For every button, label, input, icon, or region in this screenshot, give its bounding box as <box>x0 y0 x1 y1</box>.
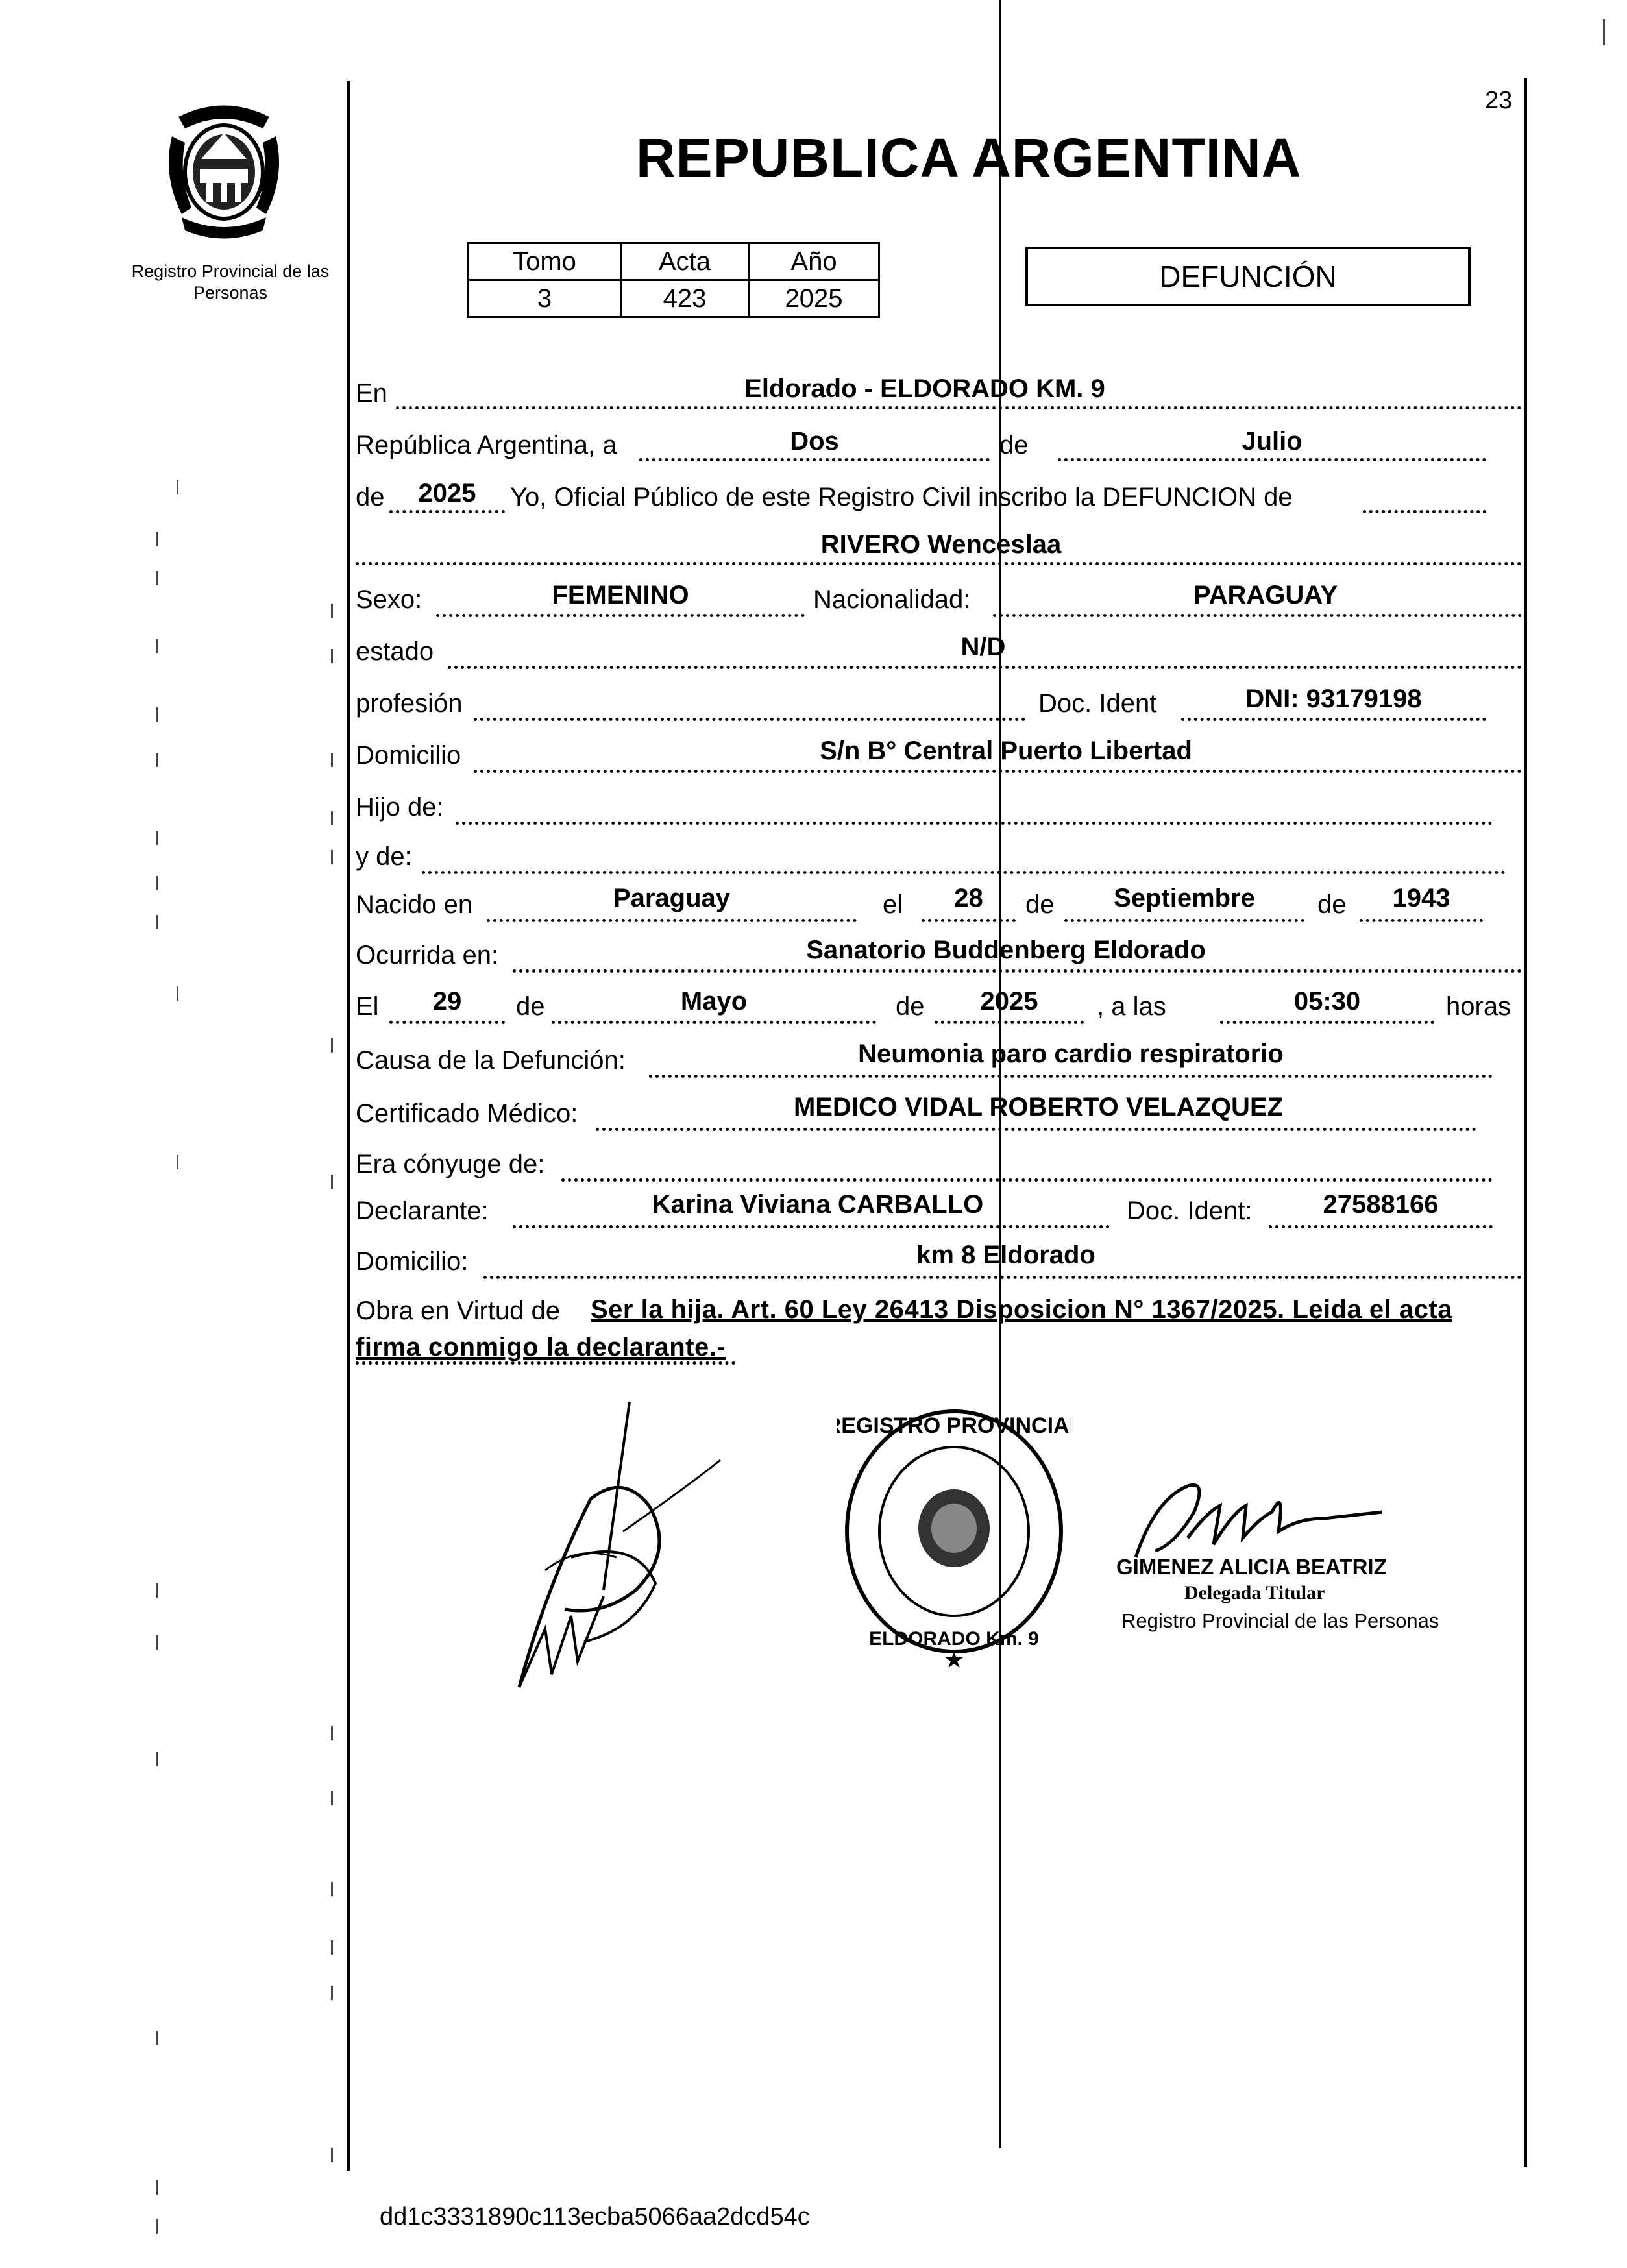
registry-table <box>467 242 880 318</box>
provincial-seal-logo <box>156 97 292 243</box>
conyuge-label: Era cónyuge de: <box>356 1150 545 1178</box>
decl-dom-value: km 8 Eldorado <box>916 1241 1095 1269</box>
estado-value: N/D <box>960 633 1006 661</box>
nacido-value: Paraguay <box>613 884 731 912</box>
acta-value: 423 <box>621 280 749 317</box>
horas-label: horas <box>1446 992 1511 1021</box>
certificado-line <box>596 1128 1476 1131</box>
anio-value: 2025 <box>749 280 879 317</box>
nacionalidad-line <box>993 614 1522 617</box>
certificado-value: MEDICO VIDAL ROBERTO VELAZQUEZ <box>793 1093 1284 1121</box>
obra-line-2 <box>356 1361 735 1365</box>
declarante-value: Karina Viviana CARBALLO <box>652 1190 984 1219</box>
nac-dia-value: 28 <box>954 884 983 912</box>
declarant-signature <box>506 1395 727 1720</box>
dia-line <box>639 458 990 461</box>
def-hora-value: 05:30 <box>1293 987 1361 1016</box>
dia-value: Dos <box>790 427 839 456</box>
de-label: de <box>999 431 1029 459</box>
estado-line <box>448 666 1522 669</box>
mes-line <box>1058 458 1486 461</box>
oficial-text: Yo, Oficial Público de este Registro Civil inscribo la DEFUNCION de <box>510 483 1293 511</box>
nacido-label: Nacido en <box>356 890 473 919</box>
nombre-line <box>356 562 1522 565</box>
profesion-line <box>474 718 1025 721</box>
yde-label: y de: <box>356 842 412 871</box>
obra-value-line2: firma conmigo la declarante.- <box>356 1333 726 1361</box>
en-line <box>396 406 1522 409</box>
anio-line <box>389 510 505 513</box>
nacionalidad-label: Nacionalidad: <box>813 585 971 614</box>
signatory-role: Delegada Titular <box>1184 1582 1325 1603</box>
def-de1-label: de <box>516 992 545 1021</box>
decl-doc-line <box>1269 1225 1493 1228</box>
left-margin-line <box>347 81 350 2171</box>
def-anio-line <box>935 1021 1084 1024</box>
domicilio-label: Domicilio <box>356 741 461 770</box>
doc-ident-label: Doc. Ident <box>1038 689 1157 718</box>
page-number: 23 <box>1485 87 1513 114</box>
de2-label: de <box>356 483 385 511</box>
el2-label: El <box>356 992 379 1021</box>
nacido-line <box>487 919 857 922</box>
declarante-line <box>513 1225 1110 1228</box>
agency-name: Registro Provincial de las Personas <box>131 262 330 302</box>
hijo-line <box>456 822 1493 825</box>
signatory-office: Registro Provincial de las Personas <box>1121 1609 1439 1632</box>
hijo-label: Hijo de: <box>356 793 444 822</box>
svg-text:ELDORADO Km. 9: ELDORADO Km. 9 <box>869 1628 1039 1650</box>
obra-label: Obra en Virtud de <box>356 1297 561 1325</box>
causa-line <box>649 1075 1493 1078</box>
official-stamp <box>837 1395 1071 1681</box>
en-value: Eldorado - ELDORADO KM. 9 <box>744 374 1105 403</box>
official-signature <box>1129 1473 1389 1564</box>
tomo-header: Tomo <box>469 243 621 280</box>
republica-label: República Argentina, a <box>356 431 617 459</box>
svg-text:REGISTRO PROVINCIAL: REGISTRO PROVINCIAL <box>837 1413 1071 1438</box>
nac-mes-value: Septiembre <box>1114 884 1255 912</box>
causa-value: Neumonia paro cardio respiratorio <box>858 1040 1284 1068</box>
nac-dia-line <box>922 919 1016 922</box>
page-title: REPUBLICA ARGENTINA <box>636 127 1302 188</box>
sexo-value: FEMENINO <box>552 581 689 609</box>
profesion-label: profesión <box>356 689 463 718</box>
declarante-label: Declarante: <box>356 1197 489 1225</box>
document-type-box: DEFUNCIÓN <box>1025 247 1471 306</box>
anio-header: Año <box>749 243 879 280</box>
ocurrida-label: Ocurrida en: <box>356 941 499 969</box>
nac-anio-value: 1943 <box>1392 884 1450 912</box>
doc-ident-value: DNI: 93179198 <box>1245 685 1422 713</box>
nac-anio-line <box>1360 919 1483 922</box>
decl-dom-line <box>483 1276 1522 1279</box>
domicilio-value: S/n B° Central Puerto Libertad <box>820 737 1192 765</box>
conyuge-line <box>561 1178 1493 1182</box>
causa-label: Causa de la Defunción: <box>356 1046 626 1075</box>
ocurrida-line <box>513 969 1522 973</box>
oficial-line <box>1363 510 1486 513</box>
center-fold-line <box>999 0 1001 2148</box>
alas-label: , a las <box>1097 992 1166 1021</box>
right-margin-line <box>1524 78 1527 2167</box>
decl-doc-value: 27588166 <box>1323 1190 1439 1219</box>
nacionalidad-value: PARAGUAY <box>1193 581 1338 609</box>
acta-header: Acta <box>621 243 749 280</box>
nac-de1-label: de <box>1025 890 1055 919</box>
el-label: el <box>883 890 903 919</box>
nac-mes-line <box>1064 919 1304 922</box>
def-hora-line <box>1220 1021 1434 1024</box>
sexo-label: Sexo: <box>356 585 422 614</box>
tomo-value: 3 <box>469 280 621 317</box>
anio-value: 2025 <box>418 479 476 507</box>
estado-label: estado <box>356 637 434 666</box>
decl-doc-label: Doc. Ident: <box>1127 1197 1253 1225</box>
deceased-name: RIVERO Wenceslaa <box>820 530 1062 559</box>
def-dia-value: 29 <box>432 987 462 1016</box>
def-anio-value: 2025 <box>980 987 1038 1016</box>
def-de2-label: de <box>896 992 925 1021</box>
certificado-label: Certificado Médico: <box>356 1099 578 1128</box>
yde-line <box>422 871 1506 874</box>
domicilio-line <box>474 770 1522 773</box>
en-label: En <box>356 379 387 408</box>
mes-value: Julio <box>1242 427 1303 456</box>
footer-hash: dd1c3331890c113ecba5066aa2dcd54c <box>380 2203 810 2230</box>
def-mes-value: Mayo <box>680 987 748 1016</box>
def-dia-line <box>389 1021 505 1024</box>
decl-dom-label: Domicilio: <box>356 1247 469 1276</box>
nac-de2-label: de <box>1317 890 1347 919</box>
ocurrida-value: Sanatorio Buddenberg Eldorado <box>806 936 1206 964</box>
doc-ident-line <box>1181 718 1486 721</box>
obra-value-line1: Ser la hija. Art. 60 Ley 26413 Disposicion N° 1367/2025. Leida el acta <box>591 1295 1452 1324</box>
signatory-name: GIMENEZ ALICIA BEATRIZ <box>1116 1555 1387 1579</box>
sexo-line <box>436 614 805 617</box>
svg-text:★: ★ <box>943 1646 965 1673</box>
def-mes-line <box>552 1021 876 1024</box>
